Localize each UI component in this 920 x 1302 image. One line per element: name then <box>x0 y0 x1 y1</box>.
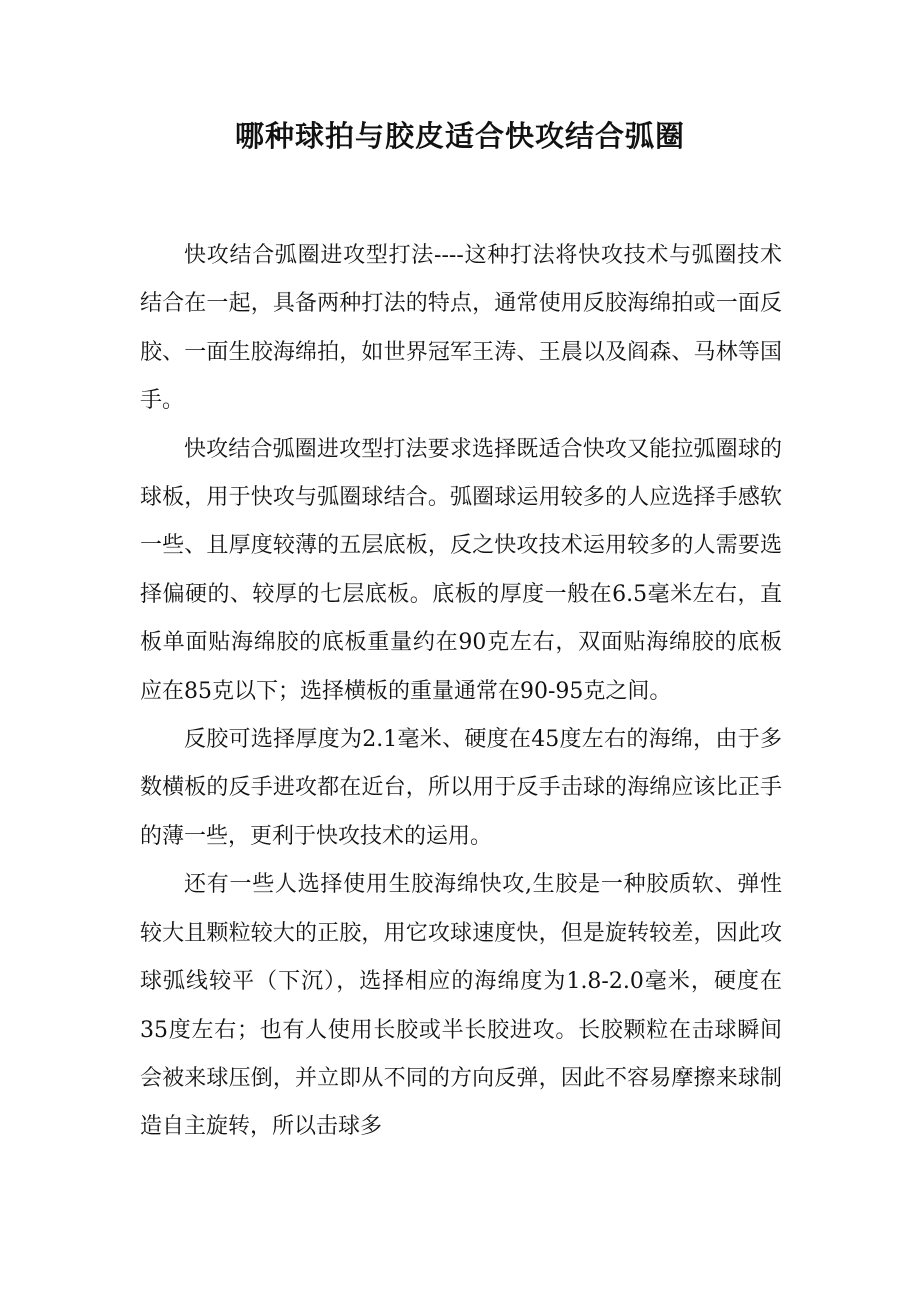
paragraph-2: 快攻结合弧圈进攻型打法要求选择既适合快攻又能拉弧圈球的球板，用于快攻与弧圈球结合。弧圈球运用较多的人应选择手感软一些、且厚度较薄的五层底板，反之快攻技术运用较多的人需要选择偏硬的、较厚的七层底板。底板的厚度一般在6.5毫米左右，直板单面贴海绵胶的底板重量约在90克左右，双面贴海绵胶的底板应在85克以下；选择横板的重量通常在90-95克之间。 <box>140 436 782 704</box>
paragraph-4: 还有一些人选择使用生胶海绵快攻,生胶是一种胶质软、弹性较大且颗粒较大的正胶，用它攻球速度快，但是旋转较差，因此攻球弧线较平（下沉），选择相应的海绵度为1.8-2.0毫米，硬度在35度左右；也有人使用长胶或半长胶进攻。长胶颗粒在击球瞬间会被来球压倒，并立即从不同的方向反弹，因此不容易摩擦来球制造自主旋转，所以击球多 <box>140 872 782 1140</box>
document-body <box>140 232 782 1152</box>
paragraph-3: 反胶可选择厚度为2.1毫米、硬度在45度左右的海绵，由于多数横板的反手进攻都在近台，所以用于反手击球的海绵应该比正手的薄一些，更利于快攻技术的运用。 <box>140 727 782 849</box>
document-title: 哪种球拍与胶皮适合快攻结合弧圈 <box>234 119 685 153</box>
paragraph-1: 快攻结合弧圈进攻型打法----这种打法将快攻技术与弧圈技术结合在一起，具备两种打法的特点，通常使用反胶海绵拍或一面反胶、一面生胶海绵拍，如世界冠军王涛、王晨以及阎森、马林等国手。 <box>140 243 782 414</box>
